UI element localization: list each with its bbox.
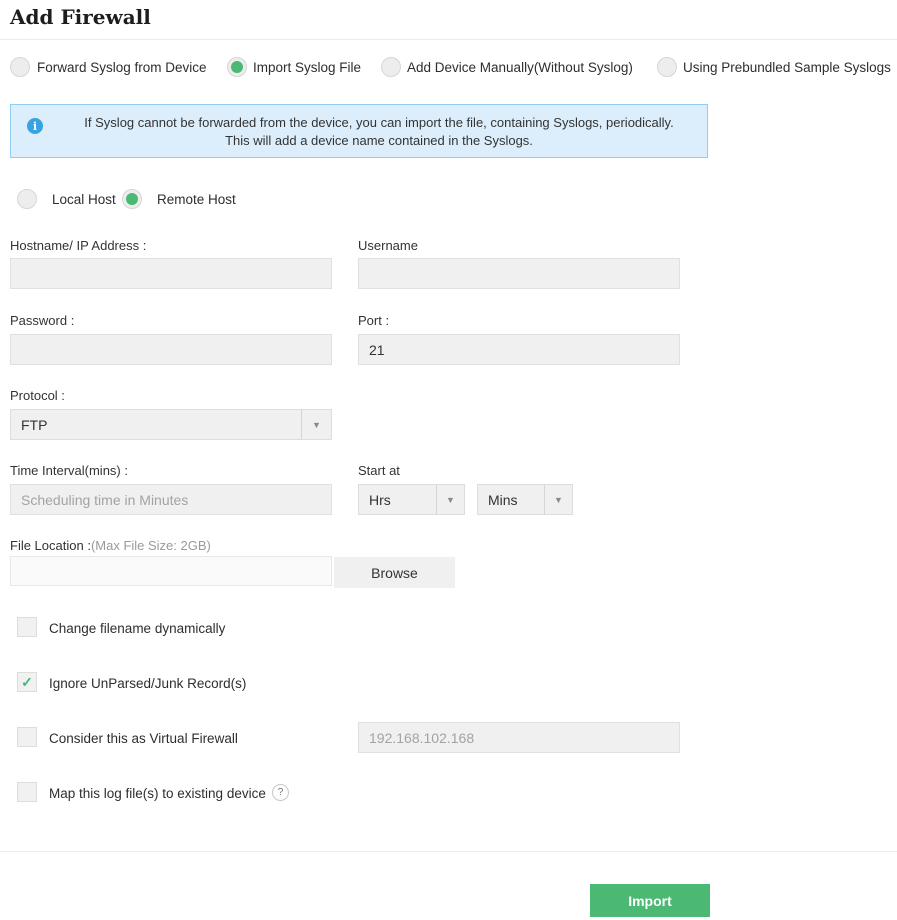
chevron-down-icon: ▼ (544, 485, 572, 514)
file-location-input[interactable] (10, 556, 332, 586)
browse-button[interactable]: Browse (334, 557, 455, 588)
radio-remote-host-label[interactable]: Remote Host (157, 192, 236, 207)
protocol-select-value: FTP (21, 416, 48, 433)
start-at-hrs-value: Hrs (369, 491, 391, 508)
radio-dot (231, 61, 243, 73)
time-interval-input[interactable] (10, 484, 332, 515)
start-at-mins-value: Mins (488, 491, 518, 508)
radio-add-device-manually-label[interactable]: Add Device Manually(Without Syslog) (407, 60, 633, 75)
port-label: Port : (358, 313, 390, 328)
start-at-mins-select[interactable] (477, 484, 573, 515)
file-location-hint: (Max File Size: 2GB) (90, 538, 211, 553)
virtual-firewall-input[interactable] (358, 722, 680, 753)
checkbox-virtual-firewall-label[interactable]: Consider this as Virtual Firewall (49, 731, 238, 746)
info-icon: i (27, 118, 43, 134)
hostname-input[interactable] (10, 258, 332, 289)
file-location-label-text: File Location : (10, 538, 91, 553)
title-divider (0, 39, 897, 40)
protocol-label: Protocol : (10, 388, 65, 403)
checkbox-map-log-file-label[interactable]: Map this log file(s) to existing device (49, 786, 266, 801)
page-title: Add Firewall (10, 5, 151, 29)
info-banner-line2: This will add a device name contained in the Syslogs. (225, 133, 533, 148)
hostname-label: Hostname/ IP Address : (10, 238, 147, 253)
info-banner (10, 104, 708, 158)
username-label: Username (358, 238, 418, 253)
radio-local-host[interactable] (17, 189, 37, 209)
checkbox-change-filename[interactable] (17, 617, 37, 637)
time-interval-label: Time Interval(mins) : (10, 463, 128, 478)
radio-dot (126, 193, 138, 205)
checkbox-virtual-firewall[interactable] (17, 727, 37, 747)
import-button[interactable]: Import (590, 884, 710, 917)
radio-forward-syslog[interactable] (10, 57, 30, 77)
start-at-label: Start at (358, 463, 400, 478)
radio-forward-syslog-label[interactable]: Forward Syslog from Device (37, 60, 207, 75)
info-banner-line1: If Syslog cannot be forwarded from the device, you can import the file, containing Syslogs, periodically. (84, 115, 674, 130)
file-location-label (10, 538, 211, 553)
radio-prebundled-syslogs-label[interactable]: Using Prebundled Sample Syslogs (683, 60, 891, 75)
checkbox-ignore-unparsed[interactable] (17, 672, 37, 692)
username-input[interactable] (358, 258, 680, 289)
info-banner-text (61, 114, 697, 150)
radio-import-syslog-file[interactable] (227, 57, 247, 77)
checkbox-ignore-unparsed-label[interactable]: Ignore UnParsed/Junk Record(s) (49, 676, 247, 691)
help-icon[interactable]: ? (272, 784, 289, 801)
radio-remote-host[interactable] (122, 189, 142, 209)
radio-local-host-label[interactable]: Local Host (52, 192, 116, 207)
radio-prebundled-syslogs[interactable] (657, 57, 677, 77)
checkbox-map-log-file[interactable] (17, 782, 37, 802)
password-label: Password : (10, 313, 75, 328)
radio-import-syslog-file-label[interactable]: Import Syslog File (253, 60, 362, 75)
footer-divider (0, 851, 897, 852)
chevron-down-icon: ▼ (301, 410, 331, 439)
start-at-hrs-select[interactable] (358, 484, 465, 515)
port-input[interactable] (358, 334, 680, 365)
chevron-down-icon: ▼ (436, 485, 464, 514)
protocol-select[interactable] (10, 409, 332, 440)
checkbox-change-filename-label[interactable]: Change filename dynamically (49, 621, 226, 636)
radio-add-device-manually[interactable] (381, 57, 401, 77)
password-input[interactable] (10, 334, 332, 365)
check-icon: ✓ (21, 673, 33, 690)
